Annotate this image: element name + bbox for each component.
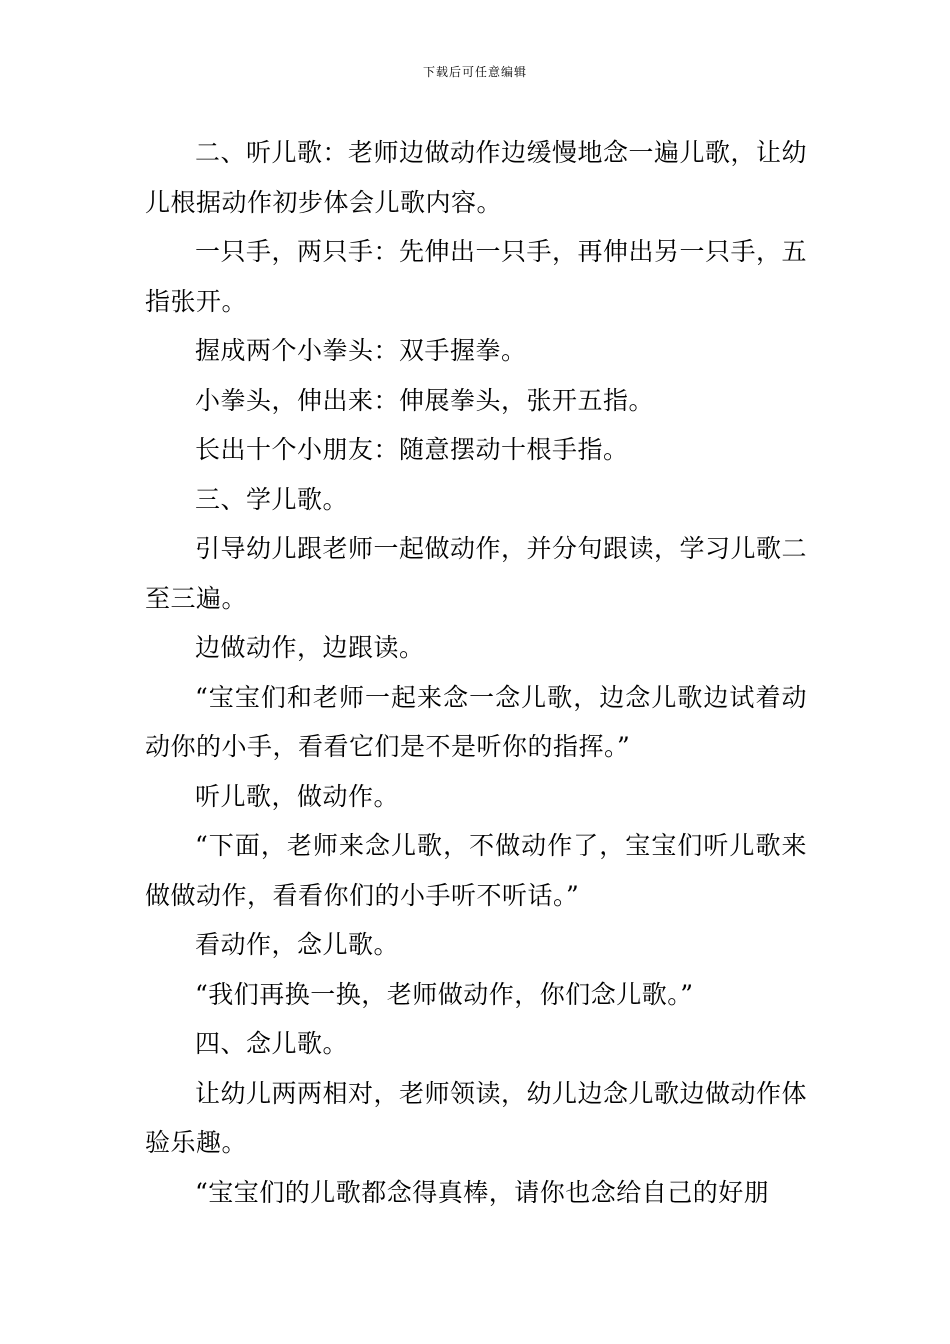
paragraph: 边做动作，边跟读。 <box>195 633 425 662</box>
paragraph: 二、听儿歌：老师边做动作边缓慢地念一遍儿歌，让幼儿根据动作初步体会儿歌内容。 <box>145 138 808 217</box>
page-header: 下载后可任意编辑 <box>422 65 527 79</box>
paragraph: 四、念儿歌。 <box>195 1029 349 1058</box>
paragraph: 一只手，两只手：先伸出一只手，再伸出另一只手，五指张开。 <box>145 237 808 316</box>
paragraph: 小拳头，伸出来：伸展拳头，张开五指。 <box>195 385 655 415</box>
document-body <box>145 128 807 1217</box>
paragraph: 三、学儿歌。 <box>195 484 349 514</box>
paragraph: 看动作，念儿歌。 <box>195 930 400 959</box>
paragraph: 引导幼儿跟老师一起做动作，并分句跟读，学习儿歌二至三遍。 <box>145 534 808 613</box>
paragraph: 听儿歌，做动作。 <box>195 781 400 811</box>
paragraph: “下面，老师来念儿歌，不做动作了，宝宝们听儿歌来做做动作，看看你们的小手听不听话。” <box>145 831 807 910</box>
paragraph: 握成两个小拳头：双手握拳。 <box>195 336 527 365</box>
paragraph: 长出十个小朋友：随意摆动十根手指。 <box>195 435 629 464</box>
paragraph: “宝宝们的儿歌都念得真棒，请你也念给自己的好朋 <box>195 1177 770 1207</box>
paragraph: “宝宝们和老师一起来念一念儿歌，边念儿歌边试着动动你的小手，看看它们是不是听你的指挥。” <box>145 682 807 761</box>
paragraph: 让幼儿两两相对，老师领读，幼儿边念儿歌边做动作体验乐趣。 <box>145 1078 808 1157</box>
paragraph: “我们再换一换，老师做动作，你们念儿歌。” <box>195 979 694 1009</box>
